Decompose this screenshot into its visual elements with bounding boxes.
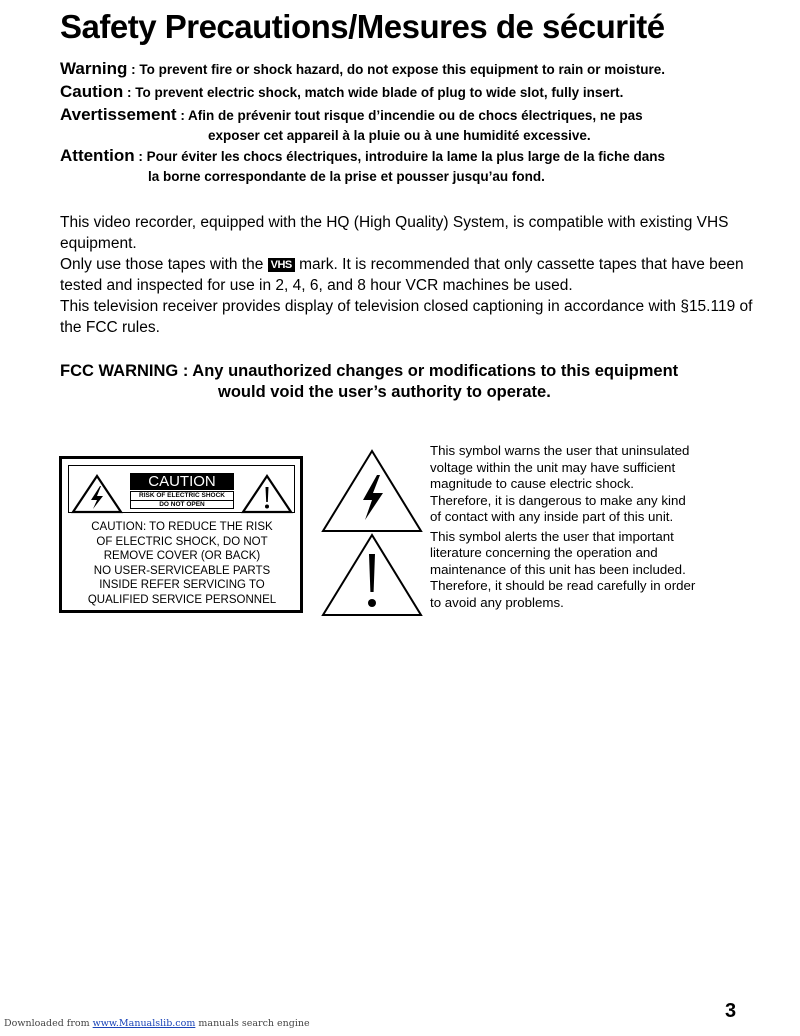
caution-body-line: OF ELECTRIC SHOCK, DO NOT [96,535,268,548]
symbol-text-line: of contact with any inside part of this unit. [430,509,674,524]
attention-label: Attention [60,146,135,165]
caution-notice-label: Caution [60,82,124,101]
avertissement-text-1: : Afin de prévenir tout risque d’incendie ou de chocs électriques, ne pas [180,108,643,123]
vhs-logo: VHS [268,258,295,272]
tapes-text-before: Only use those tapes with the [60,256,264,273]
warning-notice [60,59,770,80]
symbol-text-line: This symbol alerts the user that important [430,528,674,544]
fcc-warning [60,361,780,403]
caution-subheading [130,491,234,509]
symbol-text-line: maintenance of this unit has been included. [430,561,686,577]
symbol-text-line: to avoid any problems. [430,594,564,610]
caution-body-line: QUALIFIED SERVICE PERSONNEL [87,593,277,606]
caution-notice-text: : To prevent electric shock, match wide blade of plug to wide slot, fully insert. [127,85,624,100]
page-title: Safety Precautions/Mesures de sécurité [60,8,665,45]
footer-suffix: manuals search engine [198,1018,310,1029]
tapes-text-after: mark. It is recommended that only cassette tapes that have been tested and inspected for use in 2, 4, 6, and 8 hour VCR machines be used. [60,256,744,294]
page-number: 3 [725,1000,737,1022]
fcc-warning-text-1: : Any unauthorized changes or modifications to this equipment [182,362,679,380]
caution-notice [60,82,770,103]
manualslib-link[interactable]: www.Manualslib.com [92,1018,196,1029]
footer-prefix: Downloaded from [4,1018,90,1029]
fcc-warning-text-2: would void the user’s authority to operate. [218,383,551,401]
warning-label: Warning [60,59,128,78]
download-footer [4,1018,310,1029]
avertissement-notice [60,105,770,146]
lightning-warning-icon [71,474,123,514]
attention-notice [60,146,770,187]
symbol-text-line: literature concerning the operation and [430,545,658,560]
caution-body-line: INSIDE REFER SERVICING TO [99,579,265,591]
caution-body-line: CAUTION: TO REDUCE THE RISK [91,521,273,533]
caution-heading: CAUTION [130,473,234,490]
intro-paragraph-captioning: This television receiver provides display of television closed captioning in accordance with §15.119 of the FCC rules. [60,298,753,336]
warning-text: : To prevent fire or shock hazard, do not expose this equipment to rain or moisture. [131,62,665,77]
lightning-symbol-text [430,443,775,526]
lightning-symbol-icon [320,448,424,534]
symbol-text-line: Therefore, it is dangerous to make any kind [430,492,686,508]
attention-text-1: : Pour éviter les chocs électriques, introduire la lame la plus large de la fiche dans [138,149,666,164]
caution-body-text [66,520,298,607]
symbol-text-line: voltage within the unit may have sufficient [430,459,676,475]
attention-text-2: la borne correspondante de la prise et pousser jusqu’au fond. [148,169,545,184]
caution-label-header [68,465,295,513]
symbol-explanations [430,443,775,611]
avertissement-label: Avertissement [60,105,177,124]
avertissement-text-2: exposer cet appareil à la pluie ou à une humidité excessive. [208,128,591,143]
fcc-warning-label: FCC WARNING [60,362,179,380]
caution-sub-risk: RISK OF ELECTRIC SHOCK [131,492,233,501]
intro-paragraph-tapes [60,254,770,296]
caution-label-box [59,456,303,613]
symbol-text-line: Therefore, it should be read carefully in order [430,578,696,593]
caution-sub-open: DO NOT OPEN [159,500,205,508]
symbol-text-line: magnitude to cause electric shock. [430,476,634,491]
intro-text [60,212,770,338]
exclamation-symbol-icon [320,532,424,618]
exclamation-warning-icon [241,474,293,514]
caution-body-line: NO USER-SERVICEABLE PARTS [93,564,271,577]
symbol-text-line: This symbol warns the user that uninsulated [430,443,690,458]
exclamation-symbol-text [430,529,775,612]
caution-body-line: REMOVE COVER (OR BACK) [103,550,261,562]
intro-paragraph-hq: This video recorder, equipped with the HQ (High Quality) System, is compatible with existing VHS equipment. [60,214,729,252]
